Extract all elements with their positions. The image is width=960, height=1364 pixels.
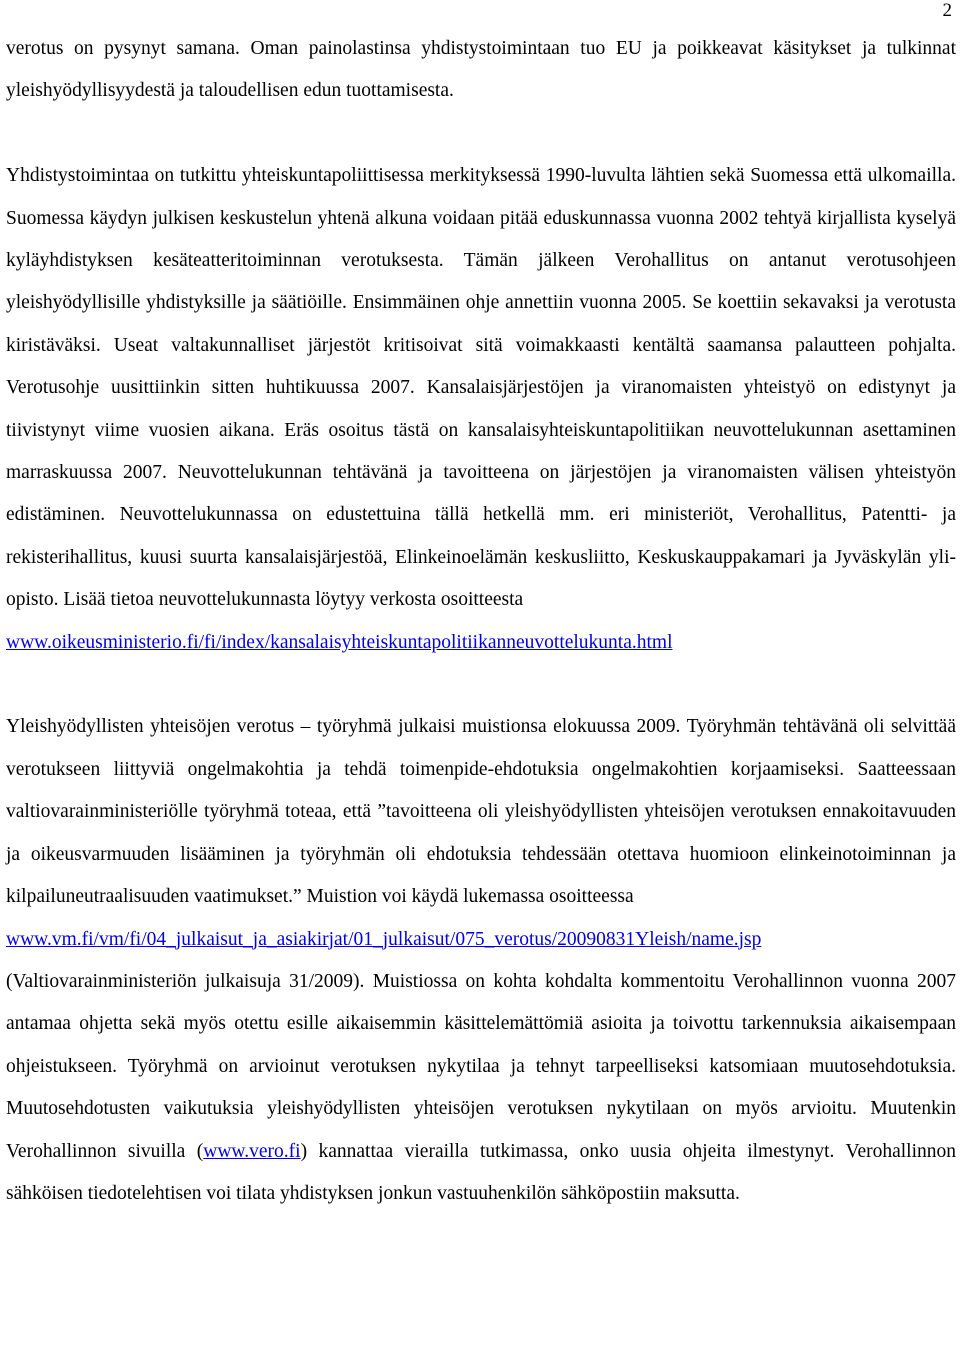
paragraph-association-research	[6, 155, 956, 664]
paragraph-eu-taxation	[6, 28, 956, 113]
vm-memo-link[interactable]: www.vm.fi/vm/fi/04_julkaisut_ja_asiakirjat/01_julkaisut/075_verotus/20090831Yleish/name.jsp	[6, 928, 762, 950]
paragraph-working-group	[6, 706, 956, 1215]
paragraph-text: Yleishyödyllisten yhteisöjen verotus – työryhmä julkaisi muistionsa elokuussa 2009. Työryhmän tehtävänä oli selvittää verotukseen liittyviä ongelmakohtia ja tehdä toimenpide-ehdotuksia ongelmakohtien korjaamiseksi. Saatteessaan valtiovarainministeriölle työryhmä toteaa, että ”tavoitteena oli yleishyödyllisten yhteisöjen verotuksen ennakoitavuuden ja oikeusvarmuuden lisääminen ja työryhmän oli ehdotuksia tehdessään otettava huomioon elinkeinotoiminnan ja kilpailuneutraalisuuden vaatimukset.” Muistion voi käydä lukemassa osoitteessa	[6, 716, 956, 908]
paragraph-text: Yhdistystoimintaa on tutkittu yhteiskuntapoliittisessa merkityksessä 1990-luvulta lähtien sekä Suomessa että ulkomailla. Suomessa käydyn julkisen keskustelun yhtenä alkuna voidaan pitää eduskunnassa vuonna 2002 tehtyä kirjallista kyselyä kyläyhdistyksen kesäteatteritoiminnan verotuksesta. Tämän jälkeen Verohallitus on antanut verotusohjeen yleishyödyllisille yhdistyksille ja säätiöille. Ensimmäinen ohje annettiin vuonna 2005. Se koettiin sekavaksi ja verotusta kiristäväksi. Useat valtakunnalliset järjestöt kritisoivat sitä voimakkaasti kentältä saamansa palautteen pohjalta. Verotusohje uusittiinkin sitten huhtikuussa 2007. Kansalaisjärjestöjen ja viranomaisten yhteistyö on edistynyt ja tiivistynyt viime vuosien aikana. Eräs osoitus tästä on kansalaisyhteiskuntapolitiikan neuvottelukunnan asettaminen marraskuussa 2007. Neuvottelukunnan tehtävänä ja tavoitteena on järjestöjen ja viranomaisten välisen yhteistyön edistäminen. Neuvottelukunnassa on edustettuina tällä hetkellä mm. eri ministeriöt, Verohallitus, Patentti- ja rekisterihallitus, kuusi suurta kansalaisjärjestöä, Elinkeinoelämän keskusliitto, Keskuskauppakamari ja Jyväskylän yliopisto. Lisää tietoa neuvottelukunnasta löytyy verkosta osoitteesta	[6, 165, 956, 611]
paragraph-text-continued: (Valtiovarainministeriön julkaisuja 31/2009). Muistiossa on kohta kohdalta kommentoitu Verohallinnon vuonna 2007 antamaa ohjetta sekä myös otettu esille aikaisemmin käsittelemättömiä asioita ja toivottu tarkennuksia aikaisempaan ohjeistukseen. Työryhmä on arvioinut verotuksen nykytilaa ja tehnyt tarpeelliseksi katsomiaan muutosehdotuksia. Muutosehdotusten vaikutuksia yleishyödyllisten yhteisöjen verotuksen nykytilaan on myös arvioitu. Muutenkin Verohallinnon sivuilla (	[6, 970, 956, 1162]
vero-link[interactable]: www.vero.fi	[203, 1140, 301, 1162]
page-number: 2	[942, 0, 952, 21]
paragraph-text: verotus on pysynyt samana. Oman painolastinsa yhdistystoimintaan tuo EU ja poikkeavat käsitykset ja tulkinnat yleishyödyllisyydestä ja taloudellisen edun tuottamisesta.	[6, 38, 956, 102]
paragraph-text-end: ) kannattaa vierailla tutkimassa, onko uusia ohjeita ilmestynyt. Verohallinnon sähköisen tiedotelehtisen voi tilata yhdistyksen jonkun vastuuhenkilön sähköpostiin maksutta.	[6, 1140, 956, 1204]
document-body	[6, 28, 956, 1215]
oikeusministerio-link[interactable]: www.oikeusministerio.fi/fi/index/kansalaisyhteiskuntapolitiikanneuvottelukunta.html	[6, 631, 673, 653]
